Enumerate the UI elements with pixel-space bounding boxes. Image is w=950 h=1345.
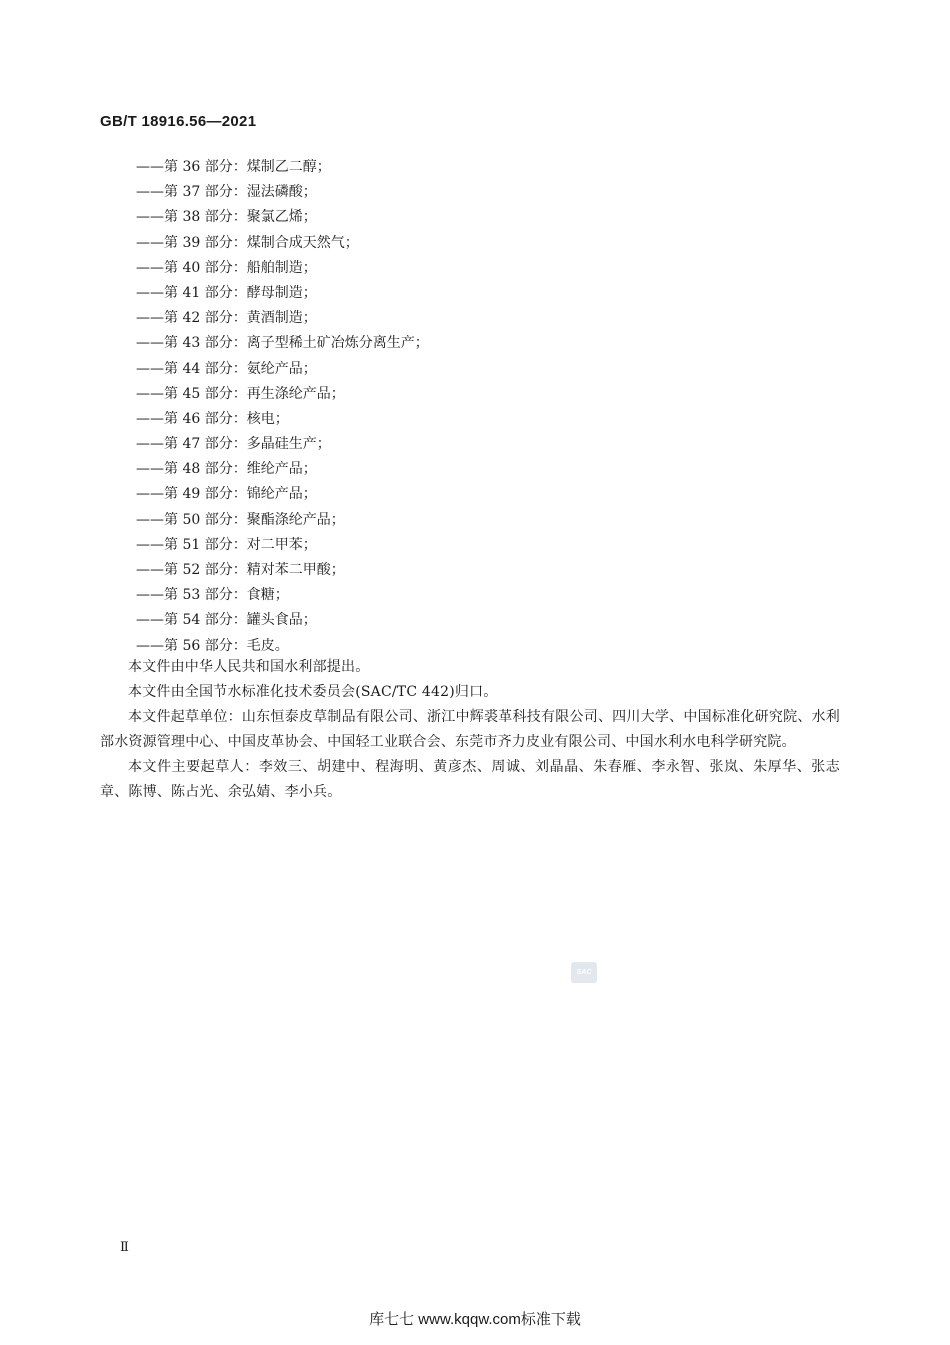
- drafters-paragraph: 本文件主要起草人：李效三、胡建中、程海明、黄彦杰、周诚、刘晶晶、朱春雁、李永智、张岚、朱厚华、张志章、陈博、陈占光、余弘婧、李小兵。: [100, 759, 840, 800]
- list-item: ——第 44 部分：氨纶产品；: [136, 360, 317, 377]
- proposed-by-paragraph: 本文件由中华人民共和国水利部提出。: [128, 659, 370, 675]
- list-item: ——第 52 部分：精对苯二甲酸；: [136, 562, 345, 578]
- list-item: ——第 46 部分：核电；: [136, 410, 289, 427]
- list-item: ——第 41 部分：酵母制造；: [136, 284, 317, 301]
- parts-list: [136, 155, 429, 659]
- list-item: ——第 37 部分：湿法磷酸；: [136, 184, 317, 201]
- list-item: ——第 40 部分：船舶制造；: [136, 259, 317, 276]
- list-item: ——第 42 部分：黄酒制造；: [136, 310, 317, 327]
- page-number: Ⅱ: [120, 1240, 129, 1255]
- standard-code-header: GB/T 18916.56—2021: [100, 113, 257, 130]
- list-item: ——第 49 部分：锦纶产品；: [136, 486, 317, 503]
- list-item: ——第 53 部分：食糖；: [136, 587, 289, 604]
- list-item: ——第 43 部分：离子型稀土矿冶炼分离生产；: [136, 335, 429, 352]
- footer-download-text: 库七七 www.kqqw.com标准下载: [369, 1311, 581, 1328]
- list-item: ——第 56 部分：毛皮。: [136, 637, 289, 654]
- list-item: ——第 48 部分：维纶产品；: [136, 461, 317, 478]
- list-item: ——第 47 部分：多晶硅生产；: [136, 436, 331, 453]
- sac-logo-text: SAC: [576, 969, 592, 976]
- list-item: ——第 45 部分：再生涤纶产品；: [136, 385, 345, 402]
- list-item: ——第 36 部分：煤制乙二醇；: [136, 159, 331, 175]
- drafting-units-paragraph: 本文件起草单位：山东恒泰皮草制品有限公司、浙江中辉裘革科技有限公司、四川大学、中国标准化研究院、水利部水资源管理中心、中国皮革协会、中国轻工业联合会、东莞市齐力皮业有限公司、中国水利水电科学研究院。: [100, 709, 840, 750]
- foreword-paragraphs: [100, 655, 840, 805]
- list-item: ——第 51 部分：对二甲苯；: [136, 536, 317, 553]
- list-item: ——第 38 部分：聚氯乙烯；: [136, 209, 317, 226]
- list-item: ——第 50 部分：聚酯涤纶产品；: [136, 511, 345, 528]
- list-item: ——第 39 部分：煤制合成天然气；: [136, 234, 359, 251]
- managed-by-paragraph: 本文件由全国节水标准化技术委员会(SAC/TC 442)归口。: [128, 684, 498, 700]
- sac-watermark-logo: [571, 962, 597, 983]
- list-item: ——第 54 部分：罐头食品；: [136, 612, 317, 629]
